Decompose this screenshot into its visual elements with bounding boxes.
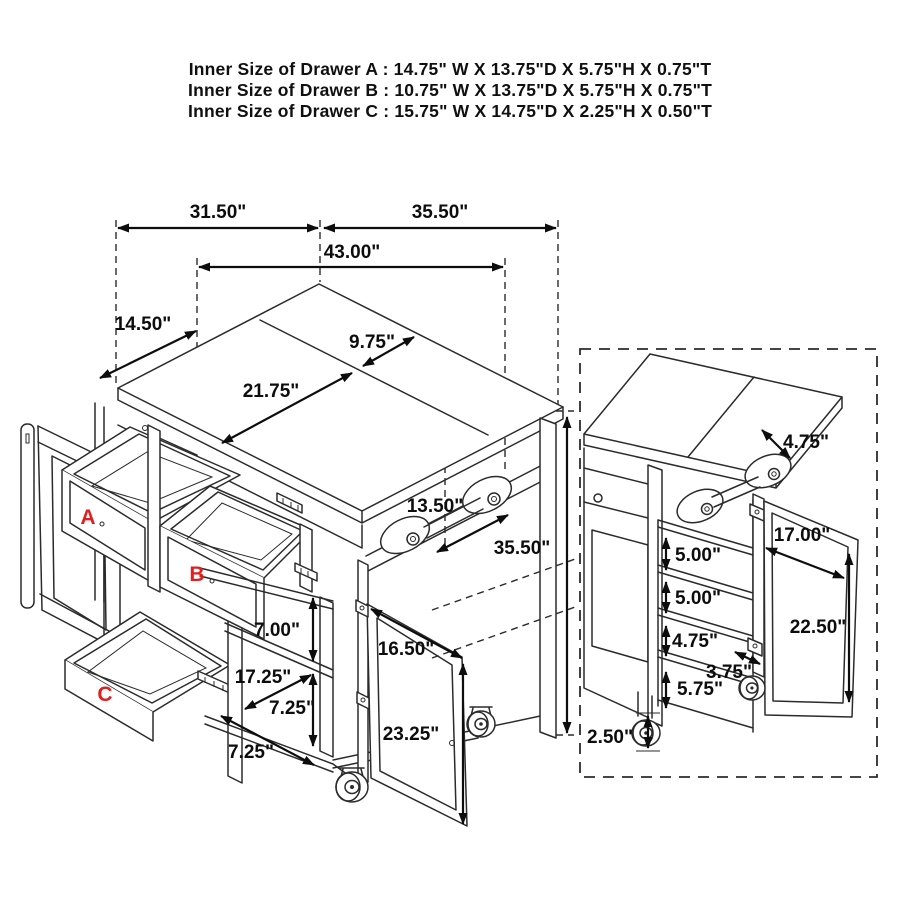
detail-cabinet-front bbox=[584, 448, 662, 726]
dim-label-35-50-top: 35.50" bbox=[411, 202, 469, 223]
front-stile bbox=[148, 425, 160, 592]
dim-label-9-75: 9.75" bbox=[349, 332, 395, 353]
dim-label-21-75: 21.75" bbox=[242, 381, 300, 402]
door-open-front bbox=[356, 560, 467, 826]
dim-label-31-50: 31.50" bbox=[189, 202, 247, 223]
dim-label-7-25-vertical: 7.25" bbox=[269, 698, 315, 719]
dim-label-7-00: 7.00" bbox=[254, 620, 300, 641]
caster-wheel-front-right bbox=[467, 707, 495, 737]
drawer-a-size-line: Inner Size of Drawer A : 14.75" W X 13.75"D X 5.75"H X 0.75"T bbox=[188, 59, 712, 79]
towel-bar-left bbox=[21, 424, 34, 608]
drawer-a-label: A bbox=[80, 506, 96, 529]
drawer-b-size-line: Inner Size of Drawer B : 10.75" W X 13.75"D X 5.75"H X 0.75"T bbox=[188, 80, 712, 100]
dim-label-23-25: 23.25" bbox=[382, 724, 440, 745]
drawer-c-size-line: Inner Size of Drawer C : 15.75" W X 14.75"D X 2.25"H X 0.50"T bbox=[188, 101, 712, 121]
dim-label-5-00-second: 5.00" bbox=[675, 588, 721, 609]
dim-label-16-50: 16.50" bbox=[377, 639, 435, 660]
dim-label-35-50-height: 35.50" bbox=[493, 538, 551, 559]
dim-label-17-25: 17.25" bbox=[234, 667, 292, 688]
dim-label-5-00-first: 5.00" bbox=[675, 545, 721, 566]
dim-label-22-50: 22.50" bbox=[789, 617, 847, 638]
dim-label-7-25-diagonal: 7.25" bbox=[228, 742, 274, 763]
drawer-b-label: B bbox=[189, 563, 205, 586]
dim-label-14-50: 14.50" bbox=[114, 314, 172, 335]
dim-label-2-50: 2.50" bbox=[587, 727, 633, 748]
detail-tabletop bbox=[584, 354, 842, 488]
drawer-c-label: C bbox=[97, 683, 113, 706]
cart-front-view bbox=[21, 202, 578, 826]
tray-c bbox=[65, 612, 232, 741]
dim-label-4-75-overhang: 4.75" bbox=[783, 432, 829, 453]
dim-label-43-00: 43.00" bbox=[323, 242, 381, 263]
dim-label-5-75: 5.75" bbox=[677, 679, 723, 700]
dim-label-3-75: 3.75" bbox=[706, 662, 752, 683]
dim-label-17-00: 17.00" bbox=[773, 525, 831, 546]
cart-rear-detail-view bbox=[580, 349, 877, 777]
dim-label-4-75-shelf: 4.75" bbox=[672, 631, 718, 652]
dim-label-13-50: 13.50" bbox=[406, 496, 464, 517]
